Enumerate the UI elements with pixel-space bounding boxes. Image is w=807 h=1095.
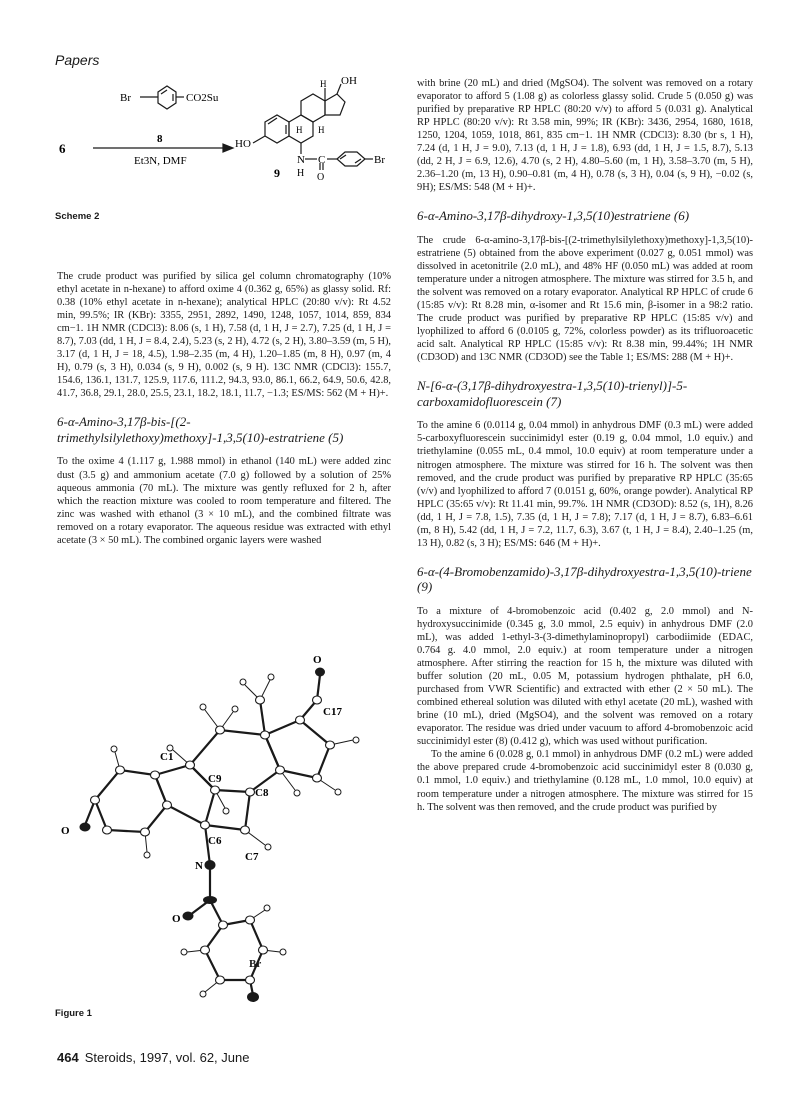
section-heading-compound-6: 6-α-Amino-3,17β-dihydroxy-1,3,5(10)estratriene (6) xyxy=(417,208,690,224)
figure-label-c17: C17 xyxy=(323,706,342,718)
figure-label-c9: C9 xyxy=(208,773,222,785)
scheme-oh-label: OH xyxy=(341,75,357,87)
figure-label-c1: C1 xyxy=(160,751,174,763)
figure-label-n: N xyxy=(195,860,203,872)
scheme-reagent-co2su: CO2Su xyxy=(186,92,219,104)
paragraph-compound-6: The crude 6-α-amino-3,17β-bis-[(2-trimethylsilylethoxy)methoxy]-1,3,5(10)-estratriene (5) obtained from the above experiment (0.027 g, 0.051 mmol) was dissolved in acetonitrile (2.0 mL), and 48% HF (0.050 mL) was added at room temperature under a nitrogen atmosphere. The mixture was stirred for 3.5 h, and the solvent was removed on a rotary evaporator. Analytical RP HPLC of crude 6 (15:85 v/v): Rt 8.28 min, α-isomer and Rt 15.6 min, β-isomer in a 98:2 ratio. The crude product was purified by preparative RP HPLC (15:85 v/v) and lyophilized to afford 6 (0.0105 g, 72%, colorless powder) as its trifluoroacetic acid salt. Analytical RP HPLC (15:85 v/v): Rt 8.38 min, 99.44%; 1H NMR (CD3OD) and 13C NMR (CD3OD) see the Table 1; ES/MS: 288 (M + H)+. xyxy=(417,234,753,364)
scheme-caption: Scheme 2 xyxy=(55,211,100,222)
scheme-h-label-3: H xyxy=(318,125,325,135)
scheme-reagent-br: Br xyxy=(120,92,131,104)
scheme-ho-label: HO xyxy=(235,138,251,150)
scheme-start-compound: 6 xyxy=(59,141,66,156)
paragraph-compound-5-continued: with brine (20 mL) and dried (MgSO4). The solvent was removed on a rotary evaporator to afford 5 (1.08 g) as colorless glassy solid. Crude 5 (0.050 g) was purified by preparative RP HPLC (80:20 v/v) to afford 5 (0.031 g). Analytical RP HPLC (80:20 v/v): Rt 3.58 min, 99%; IR (KBr): 3436, 2954, 1680, 1618, 1250, 1204, 1059, 1018, 861, 835 cm−1. 1H NMR (CDCl3): 8.30 (br s, 1 H), 7.24 (d, 1 H, J = 9.0), 7.13 (d, 1 H, J = 1.8), 6.93 (dd, 1 H, J = 1.5, 8.7), 5.13 (dd, 2 H, J = 6.9, 12.6), 4.70 (s, 2 H), 4.80–5.60 (m, 1 H), 3.58–3.70 (m, 5 H), 2.36–1.20 (m, 13 H), 0.90–0.81 (m, 4 H), 0.78 (s, 3 H), 0.04 (s, 9 H), −0.02 (s, 9H); ES/MS: 548 (M + H)+. xyxy=(417,78,753,194)
scheme-c-label: C xyxy=(318,154,326,166)
paragraph-compound-5: To the oxime 4 (1.117 g, 1.988 mmol) in ethanol (140 mL) were added zinc dust (3.5 g) and ammonium acetate (7.0 g) followed by a solution of 25% aqueous ammonia (70 mL). The mixture was gently refluxed for 2 h, after which the reaction mixture was cooled to room temperature and filtered. The zinc was washed with ethanol (3 × 10 mL), and the combined filtrate was removed on a rotary evaporator. The aqueous residue was extracted with ethyl acetate (3 × 50 mL). The combined organic layers were washed xyxy=(57,456,391,546)
scheme-product-number: 9 xyxy=(274,166,280,180)
scheme-h-label-1: H xyxy=(320,79,327,89)
figure-label-c7: C7 xyxy=(245,851,259,863)
figure-label-c6: C6 xyxy=(208,835,222,847)
scheme-o-label: O xyxy=(317,172,325,183)
section-heading-compound-5: 6-α-Amino-3,17β-bis-[(2-trimethylsilylethoxy)methoxy]-1,3,5(10)-estratriene (5) xyxy=(57,414,344,445)
scheme-h-label-2: H xyxy=(296,125,303,135)
figure-label-o-amide: O xyxy=(172,913,181,925)
figure-label-o-top: O xyxy=(313,654,322,666)
scheme-reagent-number: 8 xyxy=(157,133,163,145)
figure-label-c8: C8 xyxy=(255,787,269,799)
figure-label-br: Br xyxy=(249,958,262,970)
figure-caption: Figure 1 xyxy=(55,1008,92,1019)
journal-citation: Steroids, 1997, vol. 62, June xyxy=(84,1050,250,1065)
figure-1-crystal-structure xyxy=(55,620,385,1005)
paragraph-compound-9-part-2: To the amine 6 (0.028 g, 0.1 mmol) in anhydrous DMF (0.2 mL) were added the above prepared crude 4-bromobenzoic acid succinimidyl ester 8 (0.030 g, 0.1 mmol, 1.0 equiv.) and triethylamine (0.128 mL, 1.0 mmol, 10.0 equiv) at room temperature under a nitrogen atmosphere. The mixture was stirred for 15 h. The solvent was then removed, and the crude product was purified by xyxy=(417,749,753,813)
page-number: 464 xyxy=(57,1050,79,1065)
page-footer xyxy=(57,1050,249,1065)
section-heading-compound-7: N-[6-α-(3,17β-dihydroxyestra-1,3,5(10)-trienyl)]-5-carboxamidofluorescein (7) xyxy=(417,378,688,409)
left-column xyxy=(57,270,391,547)
scheme-2-diagram xyxy=(55,70,400,220)
figure-label-o-left: O xyxy=(61,825,70,837)
paragraph-compound-9-part-1: To a mixture of 4-bromobenzoic acid (0.402 g, 2.0 mmol) and N-hydroxysuccinimide (0.345 g, 3.0 mmol, 2.5 equiv) in anhydrous DMF (2.0 mL), was added 1-ethyl-3-(3-dimethylaminopropyl) carbodiimide (EDAC, 0.764 g. 4.0 mmol, 2.0 equiv.) at room temperature under a nitrogen atmosphere. After stirring the reaction for 15 h, the mixture was diluted with buffer solution (20 mL, 0.05 M, potassium hydrogen phthalate, pH 6.0, purchased from VWR Scientific) and extracted with ether (2 × 50 mL). The combined ethereal solution was diluted with ethyl acetate (20 mL), washed with brine (10 mL), dried (MgSO4), and the solvent was removed on a rotary evaporator. The residue was dried under vacuum to afford 4-bromobenzoic acid succinimidyl ester (8) (0.412 g), which was used without purification. xyxy=(417,605,753,748)
scheme-conditions: Et3N, DMF xyxy=(134,155,187,167)
scheme-n-label: N xyxy=(297,154,305,166)
scheme-nh-label: H xyxy=(297,168,305,179)
running-header: Papers xyxy=(55,52,100,68)
right-column xyxy=(417,77,753,814)
scheme-br-label: Br xyxy=(374,154,385,166)
section-heading-compound-9: 6-α-(4-Bromobenzamido)-3,17β-dihydroxyestra-1,3,5(10)-triene (9) xyxy=(417,563,752,595)
paragraph-oxime-4: The crude product was purified by silica gel column chromatography (10% ethyl acetate in n-hexane) to afford oxime 4 (0.362 g, 65%) as glassy solid. Rf: 0.38 (10% ethyl acetate in n-hexane); analytical HPLC (20:80 v/v): Rt 4.52 min, 99.5%; IR (KBr): 3355, 2951, 2892, 1490, 1248, 1057, 1014, 859, 834 cm−1. 1H NMR (CDCl3): 8.06 (s, 1 H), 7.58 (d, 1 H, J = 2.7), 7.25 (d, 1 H, J = 8.7), 7.03 (dd, 1 H, J = 8.4, 2.4), 5.23 (s, 2 H), 4.72 (s, 2 H), 3.80–3.59 (m, 5 H), 3.17 (d, 1 H, J = 18, 4.5), 1.98–2.35 (m, 4 H), 1.20–1.85 (m, 8 H), 0.97 (m, 4 H), 0.79 (s, 3 H), 0.034 (s, 9 H), 0.002 (s, 9 H). 13C NMR (CDCl3): 155.7, 154.6, 136.1, 131.7, 125.9, 117.6, 111.2, 94.3, 93.0, 86.1, 66.2, 64.9, 50.6, 42.8, 41.7, 36.8, 29.1, 28.0, 25.5, 23.1, 18.2, 18.1, 11.7, −1.3; ES/MS: 562 (M + H)+. xyxy=(57,271,392,400)
paragraph-compound-7: To the amine 6 (0.0114 g, 0.04 mmol) in anhydrous DMF (0.3 mL) were added 5-carboxyfluorescein succinimidyl ester (0.19 g, 0.04 mmol, 1.0 equiv.) and triethylamine (0.055 mL, 0.4 mmol, 10.0 equiv) at room temperature under a nitrogen atmosphere. The mixture was stirred for 16 h. The solvent was then removed, and the crude product was purified by preparative RP HPLC (35:65 (v/v) and lyophilized to afford 7 (0.0151 g, 60%, orange powder). Analytical RP HPLC (35:65 v/v): Rt 11.41 min, 99.7%. 1H NMR (CD3OD): 8.52 (s, 1H), 8.26 (dd, 1 H, J = 7.8, 1.5), 7.35 (d, 1 H, J = 7.8); 7.17 (d, 1 H, J = 8.7), 6.83–6.61 (m, 8 H), 5.42 (dd, 1 H, J = 7.2, 11.7, 6.3), 3.67 (t, 1 H, J = 8.4), 2.40–1.25 (m, 13 H), 0.82 (s, 3 H); ES/MS: 646 (M + H)+. xyxy=(417,420,753,549)
